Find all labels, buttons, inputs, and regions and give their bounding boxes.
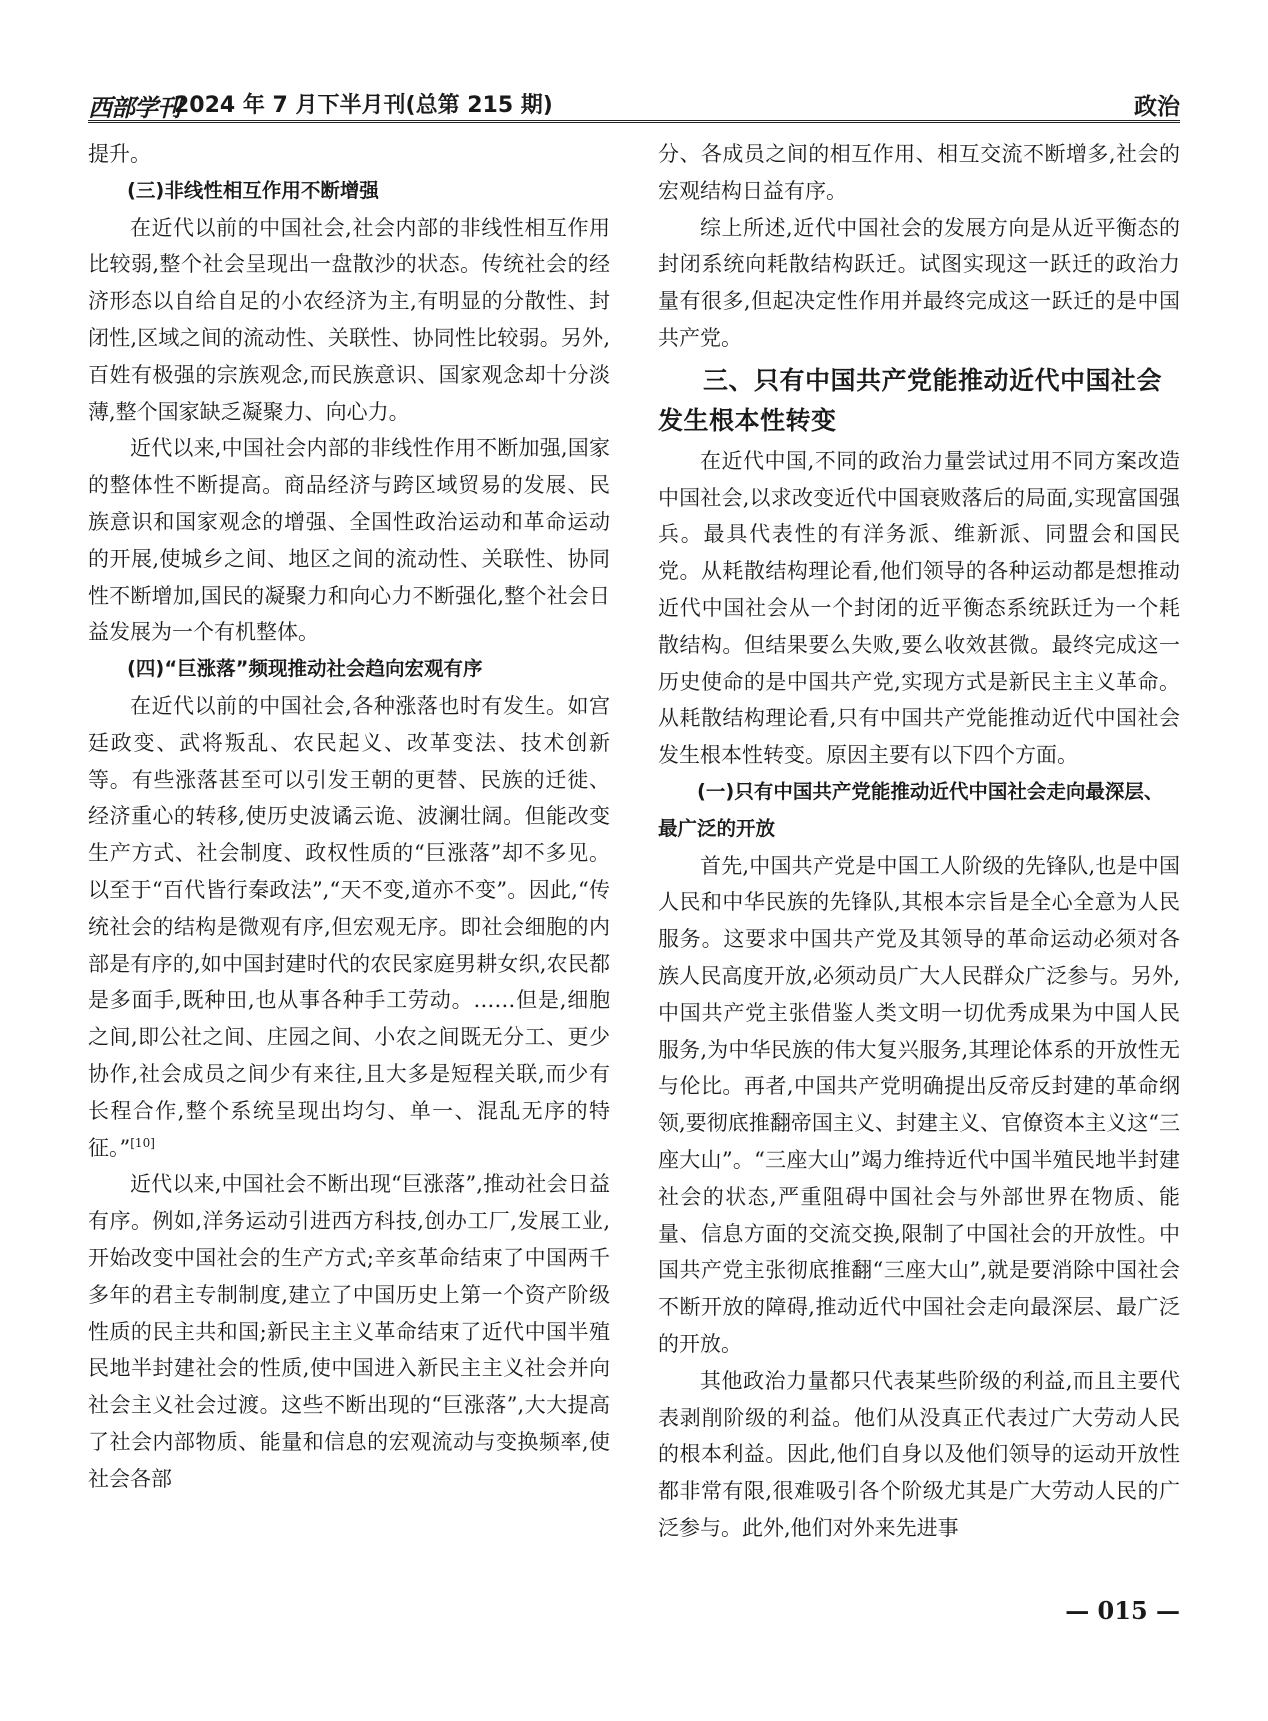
subsection-heading: (四)“巨涨落”频现推动社会趋向宏观有序 [127, 657, 483, 681]
paragraph: 综上所述,近代中国社会的发展方向是从近平衡态的封闭系统向耗散结构跃迁。试图实现这一跃迁的政治力量有很多,但起决定性作用并最终完成这一跃迁的是中国共产党。 [658, 215, 1180, 350]
right-column [658, 136, 1180, 1547]
paragraph: 在近代中国,不同的政治力量尝试过用不同方案改造中国社会,以求改变近代中国衰败落后的局面,实现富国强兵。最具代表性的有洋务派、维新派、同盟会和国民党。从耗散结构理论看,他们领导的各种运动都是想推动近代中国社会从一个封闭的近平衡态系统跃迁为一个耗散结构。但结果要么失败,要么收效甚微。最终完成这一历史使命的是中国共产党,实现方式是新民主主义革命。从耗散结构理论看,只有中国共产党能推动近代中国社会发生根本性转变。原因主要有以下四个方面。 [658, 448, 1180, 768]
paragraph: 近代以来,中国社会内部的非线性作用不断加强,国家的整体性不断提高。商品经济与跨区域贸易的发展、民族意识和国家观念的增强、全国性政治运动和革命运动的开展,使城乡之间、地区之间的流动性、关联性、协同性不断增加,国民的凝聚力和向心力不断强化,整个社会日益发展为一个有机整体。 [88, 436, 610, 645]
paragraph: 近代以来,中国社会不断出现“巨涨落”,推动社会日益有序。例如,洋务运动引进西方科技,创办工厂,发展工业,开始改变中国社会的生产方式;辛亥革命结束了中国两千多年的君主专制制度,建立了中国历史上第一个资产阶级性质的民主共和国;新民主主义革命结束了近代中国半殖民地半封建社会的性质,使中国进入新民主主义社会并向社会主义社会过渡。这些不断出现的“巨涨落”,大大提高了社会内部物质、能量和信息的宏观流动与变换频率,使社会各部 [88, 1172, 610, 1491]
subsection-heading: (三)非线性相互作用不断增强 [127, 178, 379, 202]
section-heading: 三、只有中国共产党能推动近代中国社会发生根本性转变 [658, 365, 1163, 435]
paragraph: 其他政治力量都只代表某些阶级的利益,而且主要代表剥削阶级的利益。他们从没真正代表过广大劳动人民的根本利益。因此,他们自身以及他们领导的运动开放性都非常有限,很难吸引各个阶级尤其是广大劳动人民的广泛参与。此外,他们对外来先进事 [658, 1368, 1180, 1540]
paragraph: 在近代以前的中国社会,社会内部的非线性相互作用比较弱,整个社会呈现出一盘散沙的状态。传统社会的经济形态以自给自足的小农经济为主,有明显的分散性、封闭性,区域之间的流动性、关联性、协同性比较弱。另外,百姓有极强的宗族观念,而民族意识、国家观念却十分淡薄,整个国家缺乏凝聚力、向心力。 [88, 215, 610, 424]
paragraph: 提升。 [88, 142, 151, 166]
paragraph: 首先,中国共产党是中国工人阶级的先锋队,也是中国人民和中华民族的先锋队,其根本宗旨是全心全意为人民服务。这要求中国共产党及其领导的革命运动必须对各族人民高度开放,必须动员广大人民群众广泛参与。另外,中国共产党主张借鉴人类文明一切优秀成果为中国人民服务,为中华民族的伟大复兴服务,其理论体系的开放性无与伦比。再者,中国共产党明确提出反帝反封建的革命纲领,要彻底推翻帝国主义、封建主义、官僚资本主义这“三座大山”。“三座大山”竭力维持近代中国半殖民地半封建社会的状态,严重阻碍中国社会与外部世界在物质、能量、信息方面的交流交换,限制了中国社会的开放性。中国共产党主张彻底推翻“三座大山”,就是要消除中国社会不断开放的障碍,推动近代中国社会走向最深层、最广泛的开放。 [658, 853, 1180, 1356]
subsection-heading: (一)只有中国共产党能推动近代中国社会走向最深层、最广泛的开放 [658, 779, 1164, 840]
journal-logo: 西部学刊 [88, 93, 180, 122]
section-label: 政治 [1134, 94, 1180, 120]
citation-ref: [10] [130, 1135, 155, 1150]
page-number: — 015 — [1065, 1596, 1180, 1625]
running-header [88, 84, 1180, 123]
paragraph-with-citation [88, 688, 610, 1166]
left-column [88, 136, 610, 1497]
issue-info: 2024 年 7 月下半月刊(总第 215 期) [174, 93, 553, 118]
paragraph-text: 在近代以前的中国社会,各种涨落也时有发生。如宫廷政变、武将叛乱、农民起义、改革变法、技术创新等。有些涨落甚至可以引发王朝的更替、民族的迁徙、经济重心的转移,使历史波谲云诡、波澜壮阔。但能改变生产方式、社会制度、政权性质的“巨涨落”却不多见。以至于“百代皆行秦政法”,“天不变,道亦不变”。因此,“传统社会的结构是微观有序,但宏观无序。即社会细胞的内部是有序的,如中国封建时代的农民家庭男耕女织,农民都是多面手,既种田,也从事各种手工劳动。……但是,细胞之间,即公社之间、庄园之间、小农之间既无分工、更少协作,社会成员之间少有来往,且大多是短程关联,而少有长程合作,整个系统呈现出均匀、单一、混乱无序的特征。” [88, 693, 610, 1160]
paragraph: 分、各成员之间的相互作用、相互交流不断增多,社会的宏观结构日益有序。 [658, 142, 1180, 203]
